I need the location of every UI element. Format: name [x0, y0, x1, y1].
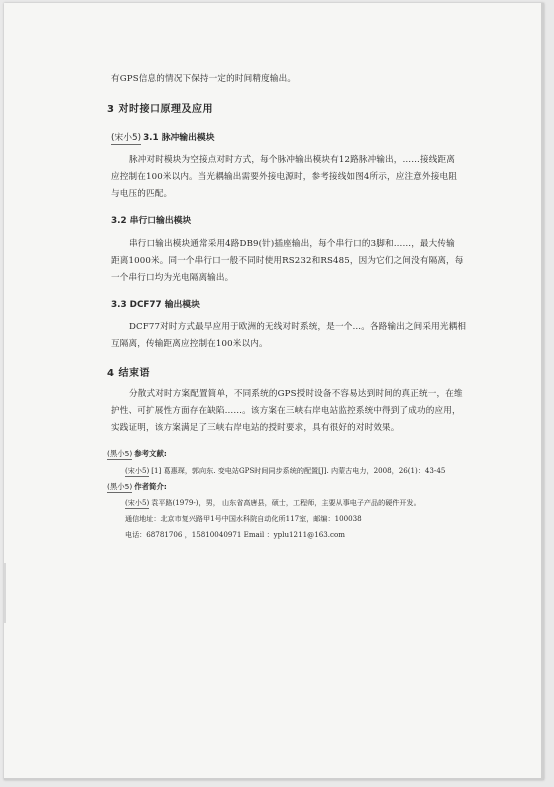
scan-edge-left	[4, 563, 6, 623]
style-tag: (宋小5)	[125, 498, 150, 507]
paragraph-line: 脉冲对时模块为空接点对时方式，每个脉冲输出模块有12路脉冲输出，……接线距离	[129, 155, 456, 165]
paragraph-top: 有GPS信息的情况下保持一定的时间精度输出。	[111, 74, 297, 84]
paragraph-line: 串行口输出模块通常采用4路DB9(针)插座输出，每个串行口的3脚和……，最大传输	[129, 239, 455, 249]
author-bio-text: 袁平路(1979-)，男， 山东省高唐县，硕士，工程师，主要从事电子产品的硬件开发。	[151, 498, 421, 507]
reference-item	[125, 466, 445, 477]
scan-edge-bottom	[4, 778, 544, 780]
author-heading	[107, 482, 167, 493]
section-3-3-heading: 3.3 DCF77 输出模块	[111, 300, 200, 310]
style-tag: (宋小5)	[111, 133, 142, 143]
author-contact: 电话：68781706 ，15810040971 Email ：yplu1211@163.com	[125, 530, 345, 539]
style-tag: (宋小5)	[125, 466, 150, 475]
section-3-2-heading: 3.2 串行口输出模块	[111, 216, 192, 226]
paragraph-line: 应控制在100米以内。当光耦输出需要外接电源时，参考接线如图4所示，应注意外接电阻	[111, 172, 457, 182]
section-3-heading: 3 对时接口原理及应用	[107, 104, 213, 115]
paragraph-line: 距离1000米。同一个串行口一般不同时使用RS232和RS485，因为它们之间没有隔离，每	[111, 256, 464, 266]
paragraph-line: 一个串行口均为光电隔离输出。	[111, 273, 234, 283]
paragraph-line: 互隔离，传输距离应控制在100米以内。	[111, 339, 268, 349]
scan-edge-right	[541, 3, 544, 780]
paragraph-line: 实践证明，该方案满足了三峡右岸电站的授时要求，具有很好的对时效果。	[111, 423, 400, 433]
reference-text: [1] 葛惠琛，郭向东. 变电站GPS时间同步系统的配置[J]. 内蒙古电力，2008，26(1)：43-45	[151, 466, 446, 475]
paragraph-line: 护性、可扩展性方面存在缺陷……。该方案在三峡右岸电站监控系统中得到了成功的应用，	[111, 406, 461, 416]
author-bio	[125, 498, 421, 509]
paragraph-line: 分散式对时方案配置简单，不同系统的GPS授时设备不容易达到时间的真正统一，在维	[129, 389, 463, 399]
paragraph-line: DCF77对时方式最早应用于欧洲的无线对时系统，是一个…。各路输出之间采用光耦相	[129, 322, 467, 332]
section-4-heading: 4 结束语	[107, 368, 150, 379]
document-page	[4, 3, 544, 780]
references-heading	[107, 449, 167, 460]
author-label: 作者简介:	[134, 482, 167, 491]
references-label: 参考文献:	[134, 449, 167, 458]
author-address: 通信地址：北京市复兴路甲1号中国水科院自动化所117室，邮编：100038	[125, 514, 362, 523]
style-tag: (黑小5)	[107, 482, 133, 491]
section-3-1-heading	[111, 133, 215, 145]
paragraph-line: 与电压的匹配。	[111, 189, 173, 199]
section-3-1-title: 3.1 脉冲输出模块	[143, 133, 215, 143]
style-tag: (黑小5)	[107, 449, 133, 458]
